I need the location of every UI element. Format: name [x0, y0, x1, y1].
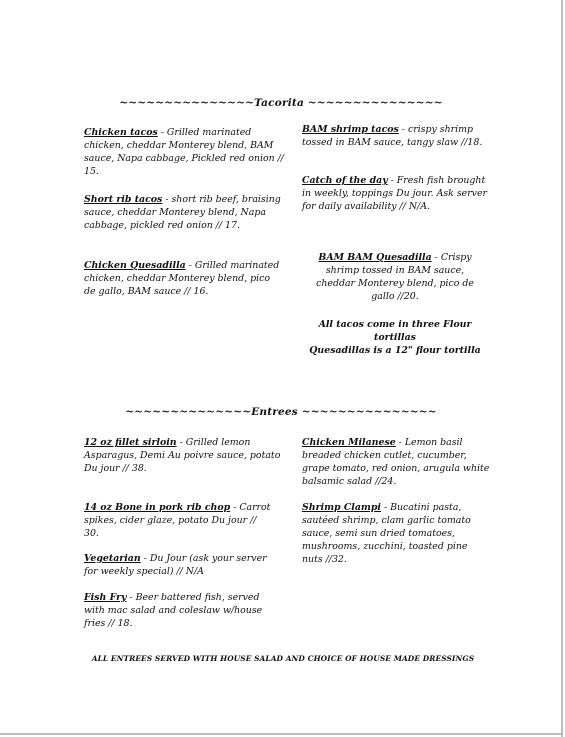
menu-item-bam-bam-quesadilla: [305, 252, 485, 304]
tortilla-note: All tacos come in three Flour tortillas: [318, 319, 472, 343]
tacorita-heading: ~~~~~~~~~~~~~~~Tacorita ~~~~~~~~~~~~~~~: [119, 97, 443, 109]
item-description: - short rib beef, braising sauce, cheddar Monterey blend, Napa cabbage, pickled red onion // 17.: [84, 194, 281, 231]
menu-item-chicken-milanese: [302, 437, 490, 489]
menu-item-pork-rib-chop: [84, 502, 274, 541]
item-name: Vegetarian: [84, 553, 141, 564]
item-name: Shrimp Clampi: [302, 502, 381, 513]
item-name: Catch of the day: [302, 175, 388, 186]
item-description: - Grilled marinated chicken, cheddar Monterey blend, pico de gallo, BAM sauce // 16.: [84, 260, 280, 297]
item-description: - Crispy shrimp tossed in BAM sauce, cheddar Monterey blend, pico de gallo //20.: [316, 252, 474, 302]
menu-item-short-rib-tacos: [84, 194, 284, 233]
quesadilla-note: Quesadillas is a 12" flour tortilla: [309, 344, 481, 356]
item-name: Chicken Milanese: [302, 437, 396, 448]
item-description: - Bucatini pasta, sautéed shrimp, clam garlic tomato sauce, semi sun dried tomatoes, mushrooms, zucchini, toasted pine nuts //32.: [302, 502, 471, 565]
menu-item-vegetarian: [84, 553, 274, 579]
item-description: - Beer battered fish, served with mac salad and coleslaw w/house fries // 18.: [84, 592, 263, 629]
item-description: - Lemon basil breaded chicken cutlet, cucumber, grape tomato, red onion, arugula white balsamic salad //24.: [302, 437, 490, 487]
menu-item-chicken-tacos: [84, 127, 284, 179]
menu-item-catch-of-the-day: [302, 175, 487, 214]
item-name: 14 oz Bone in pork rib chop: [84, 502, 231, 513]
item-name: BAM BAM Quesadilla: [318, 252, 432, 263]
menu-item-fish-fry: [84, 592, 278, 631]
menu-item-shrimp-clampi: [302, 502, 480, 567]
item-name: Chicken Quesadilla: [84, 260, 186, 271]
page-edge-bottom: [0, 733, 563, 735]
item-description: - Carrot spikes, cider glaze, potato Du jour // 30.: [84, 502, 271, 539]
entrees-footer-note: ALL ENTREES SERVED WITH HOUSE SALAD AND CHOICE OF HOUSE MADE DRESSINGS: [91, 654, 475, 663]
item-description: - Du Jour (ask your server for weekly special) // N/A: [84, 553, 267, 577]
item-name: Chicken tacos: [84, 127, 158, 138]
item-name: BAM shrimp tacos: [302, 124, 399, 135]
item-description: - Grilled marinated chicken, cheddar Monterey blend, BAM sauce, Napa cabbage, Pickled red onion // 15.: [84, 127, 284, 177]
item-description: - Grilled lemon Asparagus, Demi Au poivre sauce, potato Du jour // 38.: [84, 437, 281, 474]
menu-item-fillet-sirloin: [84, 437, 282, 476]
menu-item-chicken-quesadilla: [84, 260, 284, 299]
item-description: - crispy shrimp tossed in BAM sauce, tangy slaw //18.: [302, 124, 483, 148]
item-name: 12 oz fillet sirloin: [84, 437, 177, 448]
item-description: - Fresh fish brought in weekly, toppings Du jour. Ask server for daily availability // N/A.: [302, 175, 488, 212]
page-edge-right: [561, 0, 563, 737]
tacorita-note: [300, 319, 490, 358]
entrees-heading: ~~~~~~~~~~~~~~Entrees ~~~~~~~~~~~~~~~: [125, 406, 437, 418]
menu-item-bam-shrimp-tacos: [302, 124, 492, 150]
item-name: Fish Fry: [84, 592, 127, 603]
item-name: Short rib tacos: [84, 194, 163, 205]
